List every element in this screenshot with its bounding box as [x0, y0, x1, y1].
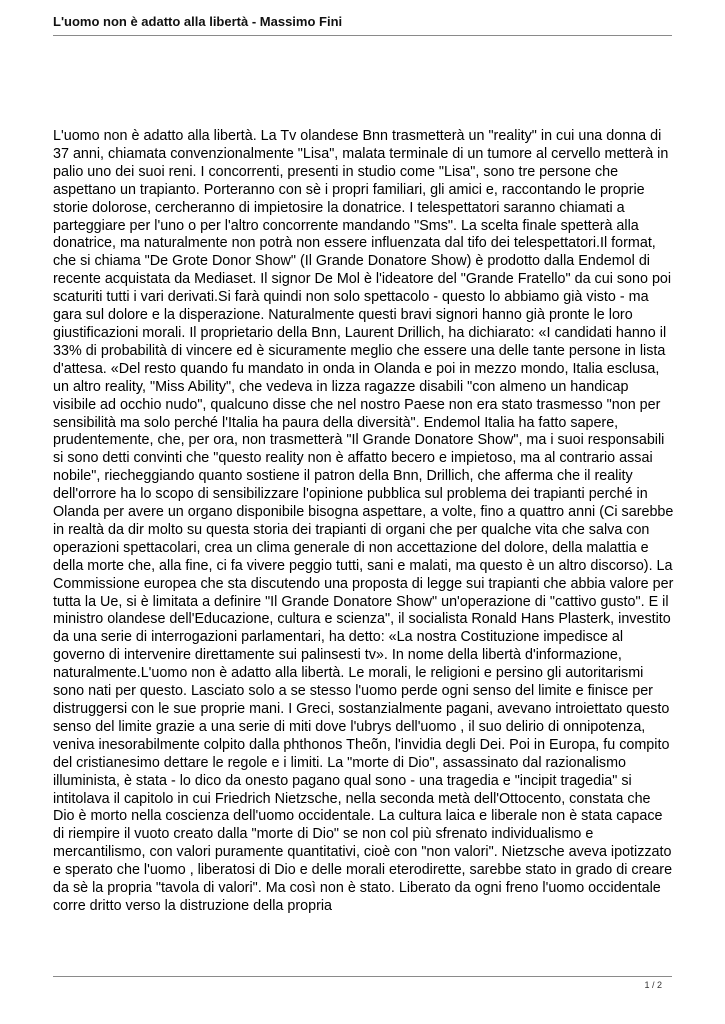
- page-number: 1 / 2: [644, 980, 662, 990]
- header-divider: [53, 35, 672, 36]
- footer-divider: [53, 976, 672, 977]
- page-header-title: L'uomo non è adatto alla libertà - Massimo Fini: [53, 14, 343, 29]
- article-body: L'uomo non è adatto alla libertà. La Tv olandese Bnn trasmetterà un "reality" in cui una donna di 37 anni, chiamata convenzionalmente "Lisa", malata terminale di un tumore al cervello metterà in palio uno dei suoi reni. I concorrenti, presenti in studio come "Lisa", sono tre persone che aspettano un trapianto. Porteranno con sè i propri familiari, gli amici e, raccontando le proprie storie dolorose, cercheranno di impietosire la donatrice. I telespettatori saranno chiamati a parteggiare per l'uno o per l'altro concorrente mandando "Sms". La scelta finale spetterà alla donatrice, ma naturalmente non potrà non essere influenzata dal tifo dei telespettatori.Il format, che si chiama "De Grote Donor Show" (Il Grande Donatore Show) è prodotto dalla Endemol di recente acquistata da Mediaset. Il signor De Mol è l'ideatore del "Grande Fratello" da cui sono poi scaturiti tutti i vari derivati.Si farà quindi non solo spettacolo - questo lo abbiamo già visto - ma gara sul dolore e la disperazione. Naturalmente questi bravi signori hanno già pronte le loro giustificazioni morali. Il proprietario della Bnn, Laurent Drillich, ha dichiarato: «I candidati hanno il 33% di probabilità di vincere ed è sicuramente meglio che essere una delle tante persone in lista d'attesa. «Del resto quando fu mandato in onda in Olanda e poi in mezzo mondo, Italia esclusa, un altro reality, "Miss Ability", che vedeva in lizza ragazze disabili "con almeno un handicap visibile ad occhio nudo", qualcuno disse che nel nostro Paese non era stato trasmesso "non per sensibilità ma solo perché l'Italia ha paura della diversità". Endemol Italia ha fatto sapere, prudentemente, che, per ora, non trasmetterà "Il Grande Donatore Show", ma i suoi responsabili si sono detti convinti che "questo reality non è affatto becero e impietoso, ma al contrario assai nobile", riecheggiando quanto sostiene il patron della Bnn, Drillich, che afferma che il reality dell'orrore ha lo scopo di sensibilizzare l'opinione pubblica sul problema dei trapianti perché in Olanda per avere un organo disponibile bisogna aspettare, a volte, fino a quattro anni (Ci sarebbe in realtà da dir molto su questa storia dei trapianti di organi che per qualche vita che salva con operazioni spettacolari, crea un clima generale di non accettazione del dolore, della malattia e della morte che, alla fine, ci fa vivere peggio tutti, sani e malati, ma questo è un altro discorso). La Commissione europea che sta discutendo una proposta di legge sui trapianti che abbia valore per tutta la Ue, si è limitata a definire "Il Grande Donatore Show" un'operazione di "cattivo gusto". E il ministro olandese dell'Educazione, cultura e scienza", il socialista Ronald Hans Plasterk, investito da una serie di interrogazioni parlamentari, ha detto: «La nostra Costituzione impedisce al governo di intervenire direttamente sui palinsesti tv». In nome della libertà d'informazione, naturalmente.L'uomo non è adatto alla libertà. Le morali, le religioni e persino gli autoritarismi sono nati per questo. Lasciato solo a se stesso l'uomo perde ogni senso del limite e finisce per distruggersi con le sue proprie mani. I Greci, sostanzialmente pagani, avevano introiettato questo senso del limite grazie a una serie di miti dove l'ubrys dell'uomo , il suo delirio di onnipotenza, veniva inesorabilmente colpito dalla phthonos Theõn, l'invidia degli Dei. Poi in Europa, fu compito del cristianesimo dettare le regole e i limiti. La "morte di Dio", assassinato dal razionalismo illuminista, è stata - lo dico da onesto pagano qual sono - una tragedia e "incipit tragedia" si intitolava il capitolo in cui Friedrich Nietzsche, nella seconda metà dell'Ottocento, constata che Dio è morto nella coscienza dell'uomo occidentale. La cultura laica e liberale non è stata capace di riempire il vuoto creato dalla "morte di Dio" se non col più sfrenato individualismo e mercantilismo, con valori puramente quantitativi, cioè con "non valori". Nietzsche aveva ipotizzato e sperato che l'uomo , liberatosi di Dio e delle morali eterodirette, sarebbe stato in grado di creare da sè la propria "tavola di valori". Ma così non è stato. Liberato da ogni freno l'uomo occidentale corre dritto verso la distruzione della propria: [53, 128, 674, 914]
